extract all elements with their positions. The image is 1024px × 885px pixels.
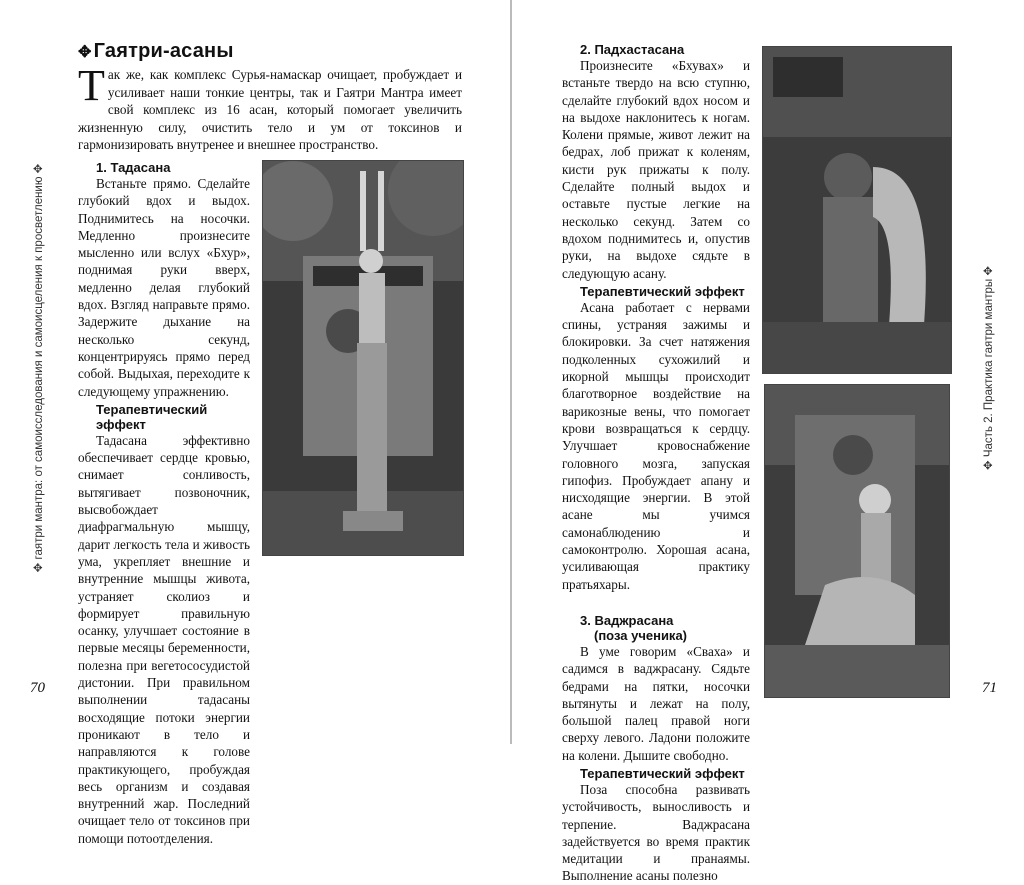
page-number-left: 70 <box>30 680 45 696</box>
vajrasana-effect-heading: Терапевтический эффект <box>580 765 745 781</box>
tadasana-photo <box>262 160 464 556</box>
left-page <box>0 0 511 846</box>
vajrasana-text: В уме говорим «Сваха» и садимся в ваджрасану. Сядьте бедрами на пятки, носочки вытянуты и лежат на полу, большой палец правой ноги сверху левого. Ладони положите на колени. Дышите свободно. <box>562 643 750 763</box>
vajrasana-subheading: (поза ученика) <box>594 627 687 643</box>
drop-cap: Т <box>78 61 105 110</box>
page-title <box>78 40 234 63</box>
padhastasana-heading: 2. Падхастасана <box>580 42 685 57</box>
right-page <box>512 0 1024 884</box>
left-running-header <box>27 60 49 676</box>
page-title-text: Гаятри-асаны <box>93 40 234 62</box>
right-text-column <box>562 42 750 885</box>
tadasana-heading: 1. Тадасана <box>96 160 171 175</box>
right-running-header-text: ✥ Часть 2. Практика гаятри мантры ✥ <box>983 266 995 470</box>
padhastasana-text: Произнесите «Бхувах» и встаньте твердо на всю ступню, сделайте глубокий вдох носом и на выдохе наклонитесь к ногам. Колени прямые, живот лежит на бедрах, лоб прижат к коленям, кисти рук прижаты к полу. Сделайте полный выдох и оставьте пустые легкие на несколько секунд. Затем со вдохом поднимитесь и, опустив руки, на выдохе сядьте в следующую асану. <box>562 58 750 281</box>
padhastasana-effect-text: Асана работает с нервами спины, устраняя зажимы и блокировки. За счет натяжения подколенных сухожилий и икорной мышцы происходит благотворное воздействие на варикозные вены, что помогает крови возвращаться к сердцу. Улучшает кровоснабжение головного мозга, запуская гипофиз. Пробуждает апану и нисходящие энергии. В этой асане мы учимся самонаблюдению и самоконтролю. Хорошая асана, усиливающая практику пратьяхары. <box>562 299 750 592</box>
padhastasana-effect-heading: Терапевтический эффект <box>580 283 745 299</box>
ornament-icon: ✥ <box>78 44 92 61</box>
tadasana-effect-text: Тадасана эффективно обеспечивает сердце кровью, снимает сонливость, вытягивает позвоночник, высвобождает диафрагмальную мышцу, дарит легкость тела и живость ума, укрепляет внешние и внутренние мышцы живота, устраняет сколиоз и формирует правильную осанку, улучшает состояние в первые месяцы беременности, полезна при вегетососудистой дистонии. При правильном выполнении тадасаны восходящие потоки энергии проникают в тело и направляются к голове практикующего, пробуждая весь организм и создавая внутренний жар. Последний очищает тело от токсинов при помощи потоотделения. <box>78 432 250 846</box>
vajrasana-heading: 3. Ваджрасана <box>580 612 674 628</box>
intro-text: ак же, как комплекс Сурья-намаскар очищает, пробуждает и усиливает наши тонкие центры, так и Гаятри Мантра имеет свой комплекс из 16 асан, который помогает увеличить жизненную силу, очистить тело и ум от токсинов и гармонизировать внутренее и внешнее пространство. <box>78 67 462 153</box>
vajrasana-effect-text: Поза способна развивать устойчивость, выносливость и терпение. Ваджрасана задействуется во время практик медитации и пранаямы. Выполнение асаны полезно <box>562 781 750 884</box>
tadasana-text: Встаньте прямо. Сделайте глубокий вдох и выдох. Поднимитесь на носочки. Медленно произнесите мысленно или вслух «Бхур», поднимая руки вверх, медленно делая глубокий вдох. Взгляд направьте прямо. Задержите дыхание на несколько секунд, концентрируясь прямо перед собой. Выдыхая, переходите к следующему упражнению. <box>78 176 250 399</box>
page-number-right: 71 <box>982 680 997 696</box>
intro-paragraph <box>78 61 462 154</box>
vajrasana-photo <box>764 384 950 698</box>
tadasana-effect-heading: Терапевтический эффект <box>96 401 208 432</box>
left-running-header-text: ✥ гаятри мантра: от самоисследования и самоисцеления к просветлению ✥ <box>33 163 45 573</box>
right-running-header <box>977 60 999 676</box>
padhastasana-photo <box>762 46 952 374</box>
